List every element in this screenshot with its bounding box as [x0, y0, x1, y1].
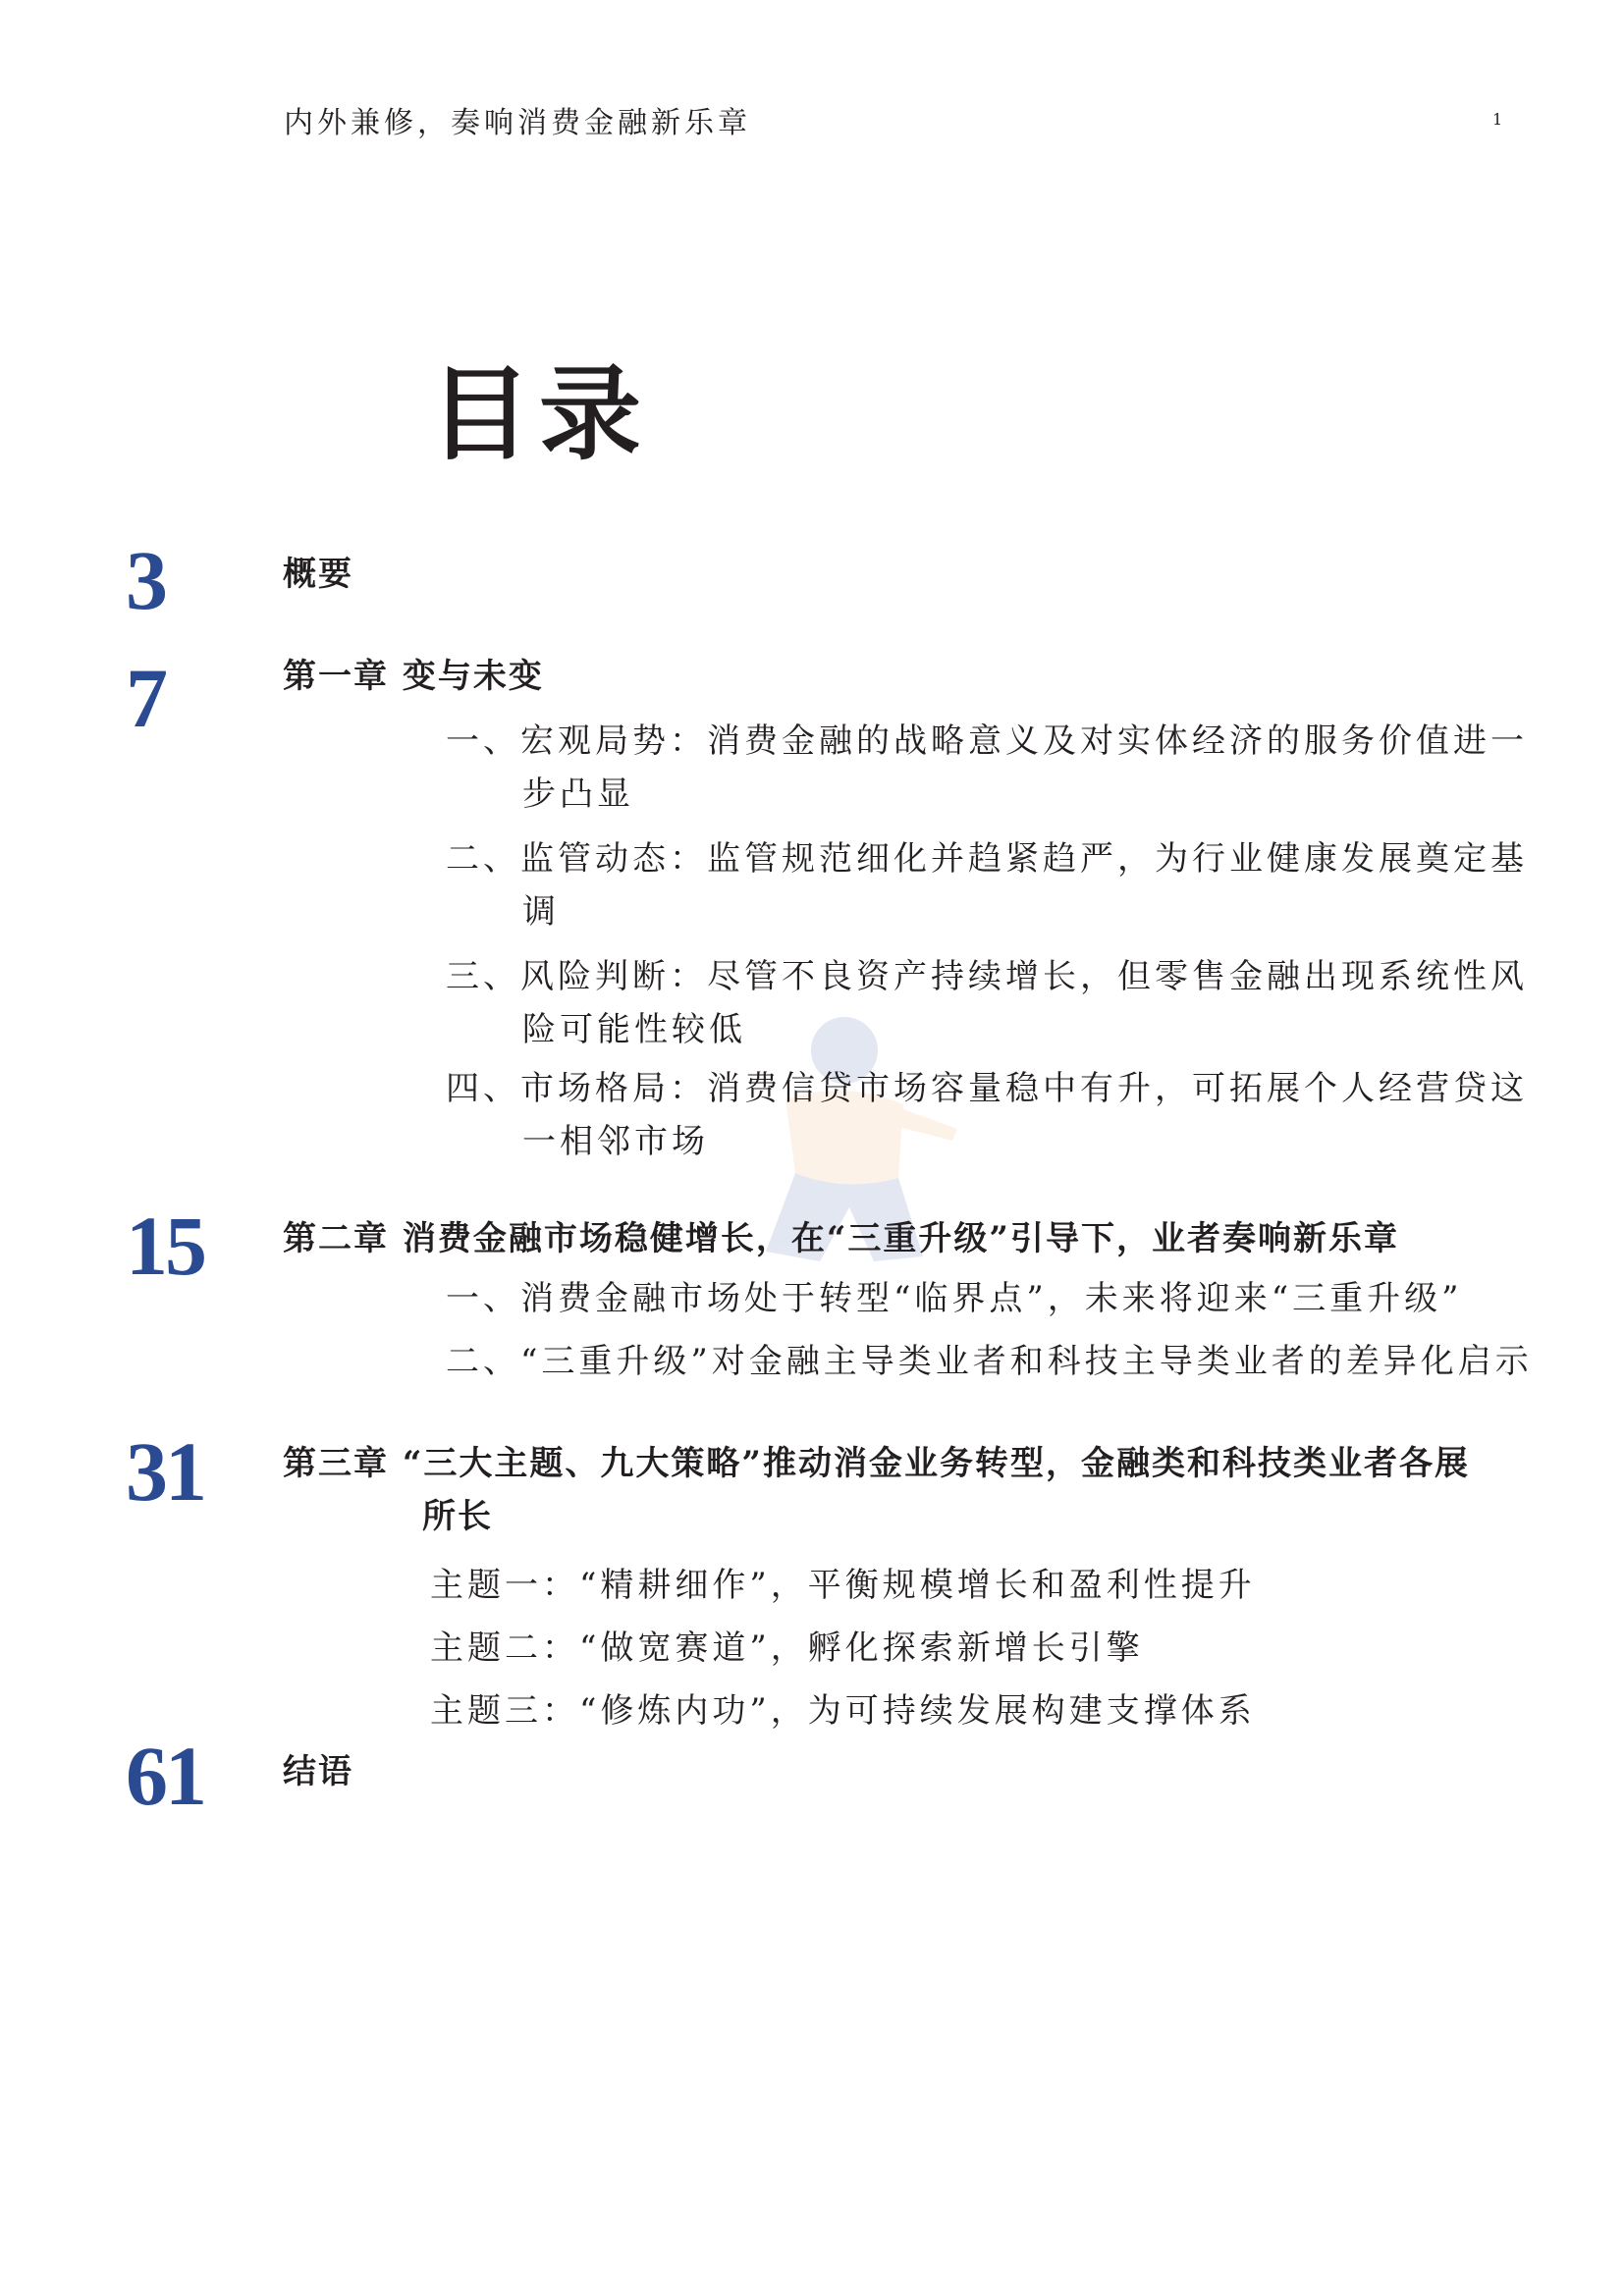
- toc-entry-summary[interactable]: 概要: [283, 555, 353, 594]
- toc-page-number: 7: [126, 651, 165, 745]
- toc-subitem[interactable]: [446, 1272, 1575, 1325]
- toc-theme-1[interactable]: 主题一：“精耕细作”，平衡规模增长和盈利性提升: [430, 1566, 1256, 1605]
- toc-entry-chapter-3[interactable]: [283, 1437, 1569, 1543]
- toc-subitem-line: 步凸显: [522, 774, 634, 814]
- toc-entry-conclusion[interactable]: 结语: [283, 1752, 353, 1791]
- toc-subitem-line: 调: [522, 892, 560, 932]
- toc-title: 目录: [429, 353, 650, 474]
- toc-theme-2[interactable]: 主题二：“做宽赛道”，孵化探索新增长引擎: [430, 1629, 1144, 1668]
- toc-subitem[interactable]: [446, 832, 1575, 938]
- page-number: 1: [1492, 110, 1503, 129]
- toc-subitem-line: 二、“三重升级”对金融主导类业者和科技主导类业者的差异化启示: [446, 1342, 1533, 1381]
- toc-subitem[interactable]: [446, 950, 1575, 1056]
- toc-entry-chapter-2[interactable]: 第二章 消费金融市场稳健增长，在“三重升级”引导下，业者奏响新乐章: [283, 1219, 1399, 1258]
- toc-entry-chapter-1[interactable]: 第一章 变与未变: [283, 657, 544, 696]
- toc-subitem-line: 一、宏观局势：消费金融的战略意义及对实体经济的服务价值进一: [446, 721, 1528, 761]
- toc-page-number: 3: [126, 533, 165, 627]
- toc-subitem-line: 三、风险判断：尽管不良资产持续增长，但零售金融出现系统性风: [446, 957, 1528, 996]
- toc-subitem[interactable]: [446, 1335, 1575, 1388]
- toc-page-number: 31: [126, 1424, 204, 1519]
- toc-page-number: 61: [126, 1729, 204, 1823]
- toc-entry-title-line: 所长: [422, 1497, 493, 1536]
- running-header-title: 内外兼修，奏响消费金融新乐章: [284, 106, 751, 140]
- toc-subitem-line: 险可能性较低: [522, 1010, 746, 1049]
- toc-subitem-line: 二、监管动态：监管规范细化并趋紧趋严，为行业健康发展奠定基: [446, 839, 1528, 879]
- toc-theme-3[interactable]: 主题三：“修炼内功”，为可持续发展构建支撑体系: [430, 1691, 1256, 1731]
- toc-subitem-line: 一相邻市场: [522, 1122, 709, 1161]
- toc-subitem[interactable]: [446, 1062, 1575, 1168]
- toc-subitem[interactable]: [446, 715, 1575, 821]
- toc-subitem-line: 一、消费金融市场处于转型“临界点”，未来将迎来“三重升级”: [446, 1279, 1463, 1318]
- toc-entry-title-line: 第三章 “三大主题、九大策略”推动消金业务转型，金融类和科技类业者各展: [283, 1444, 1470, 1483]
- toc-subitem-line: 四、市场格局：消费信贷市场容量稳中有升，可拓展个人经营贷这: [446, 1069, 1528, 1108]
- toc-page-number: 15: [126, 1199, 204, 1293]
